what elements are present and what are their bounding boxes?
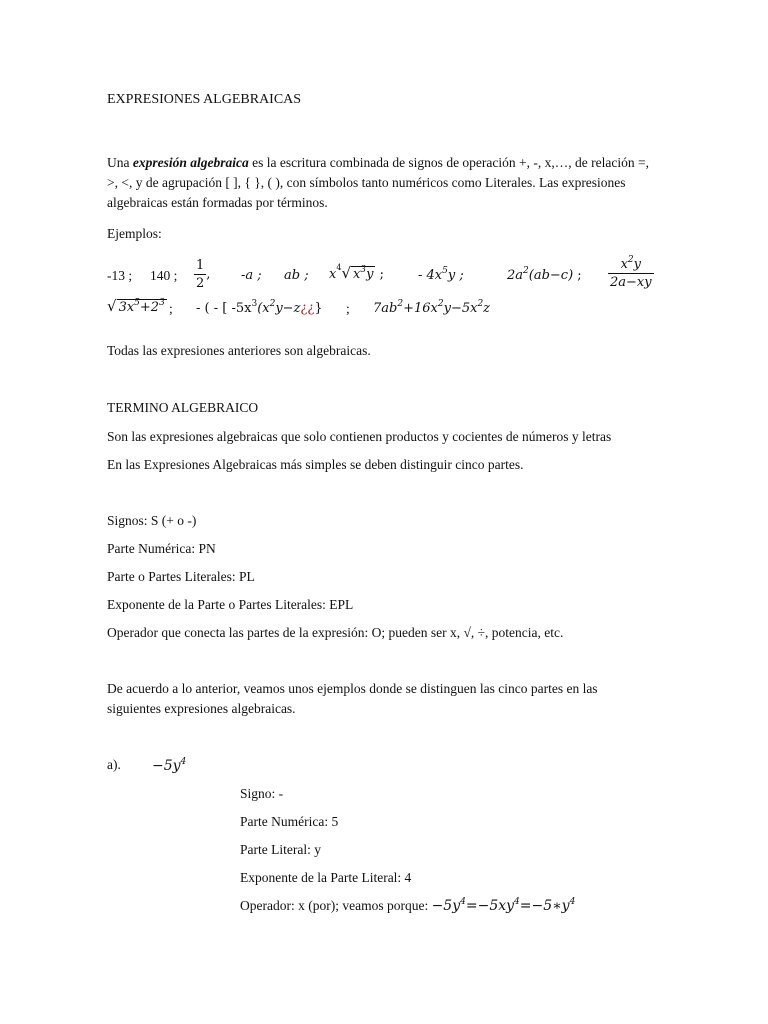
frac-num-x: x — [620, 257, 628, 272]
part-operador: Operador que conecta las partes de la expresión: O; pueden ser x, √, ÷, potencia, etc. — [107, 625, 564, 640]
example-140: 140 ; — [150, 268, 178, 283]
section-title-termino: TERMINO ALGEBRAICO — [107, 400, 259, 415]
op-part-3: =−5∗y — [519, 898, 570, 914]
poly-pre: 7ab — [373, 301, 398, 316]
root-coef: x — [329, 267, 337, 282]
half-separator: , — [206, 267, 211, 282]
op-part-3-exp: 4 — [569, 897, 576, 907]
sqrt-plus: +2 — [139, 300, 160, 315]
half-numerator: 1 — [196, 258, 205, 273]
nested-separator: ; — [346, 301, 350, 316]
example-half — [194, 258, 210, 291]
poly-exp1: 2 — [397, 299, 404, 309]
part-signos: Signos: S (+ o -) — [107, 513, 197, 528]
example-sqrt — [107, 299, 167, 315]
nested-red-glyphs: ¿¿ — [300, 301, 315, 316]
root-index: 4 — [336, 263, 342, 272]
2a2-paren: (ab−c) — [528, 268, 574, 283]
example-polynomial — [373, 301, 490, 316]
page-title: EXPRESIONES ALGEBRAICAS — [107, 92, 302, 107]
example-a-base: −5y — [152, 758, 181, 774]
intro-term: expresión algebraica — [132, 155, 249, 170]
operador-label: Operador: x (por); veamos porque: — [240, 898, 429, 913]
part-numerica: Parte Numérica: PN — [107, 541, 216, 556]
sqrt-a: 3x — [118, 300, 135, 315]
example-a-expr — [152, 758, 186, 774]
poly-end: z — [483, 301, 491, 316]
nested-close: } — [314, 301, 323, 316]
part-exponente: Exponente de la Parte o Partes Literales: EPL — [107, 597, 354, 612]
according-paragraph: De acuerdo a lo anterior, veamos unos ejemplos donde se distinguen las cinco partes en las siguientes expresiones algebraicas. — [107, 681, 598, 716]
op-part-1-exp: 4 — [460, 897, 466, 907]
nested-pre: - ( - [ -5x — [196, 301, 252, 316]
intro-rest: es la escritura combinada de signos de operación +, -, x,…, de relación =, >, <, y de agrupación [ ], { }, ( ), con símbolos tanto numéricos como Literales. Las expresiones algebraicas están formadas por términos. — [107, 155, 649, 210]
intro-prefix: Una — [107, 155, 133, 170]
m4x5y-post: y ; — [447, 268, 464, 283]
example-a-literal: Parte Literal: y — [240, 842, 321, 857]
example-a-signo: Signo: - — [240, 786, 284, 801]
sqrt-b-exp: 3 — [159, 298, 165, 308]
operador-equation — [432, 898, 576, 914]
nested-paren: (x — [257, 301, 270, 316]
example-2a2 — [507, 268, 582, 283]
frac-num-exp: 2 — [627, 255, 634, 265]
m4x5y-exp: 5 — [442, 266, 448, 276]
root-body-x: x — [353, 267, 361, 282]
example-ab: ab ; — [284, 268, 309, 283]
example-neg-a: -a ; — [241, 268, 262, 283]
root-body-y: y — [366, 267, 374, 282]
sqrt-icon: √ — [107, 297, 117, 315]
poly-exp2: 2 — [437, 299, 444, 309]
poly-exp3: 2 — [477, 299, 484, 309]
example-root — [329, 263, 384, 282]
2a2-base: 2a — [507, 268, 524, 283]
part-literales: Parte o Partes Literales: PL — [107, 569, 255, 584]
op-part-2: =−5xy — [465, 898, 515, 914]
frac-denominator: 2a−xy — [610, 275, 652, 290]
half-denominator: 2 — [196, 276, 205, 291]
op-part-1: −5y — [431, 898, 461, 914]
example-fraction — [608, 257, 654, 290]
frac-num-y: y — [633, 257, 642, 272]
poly-mid1: +16x — [403, 301, 438, 316]
example-a-label: a). — [107, 757, 121, 772]
2a2-separator: ; — [577, 268, 582, 283]
all-algebraic-text: Todas las expresiones anteriores son algebraicas. — [107, 343, 371, 358]
termino-definition: Son las expresiones algebraicas que solo contienen productos y cocientes de números y letras — [107, 429, 612, 444]
root-body-exp: 3 — [360, 265, 367, 275]
example-a-numerica: Parte Numérica: 5 — [240, 814, 339, 829]
examples-label: Ejemplos: — [107, 226, 162, 241]
nested-mid: y−z — [275, 301, 301, 316]
poly-mid2: y−5x — [443, 301, 478, 316]
radical-icon: √ — [341, 264, 351, 282]
example-neg13: -13 ; — [107, 268, 133, 283]
nested-exp1: 3 — [251, 299, 258, 309]
example-a-exponente: Exponente de la Parte Literal: 4 — [240, 870, 412, 885]
example-a-exp: 4 — [180, 757, 187, 767]
termino-parts-intro: En las Expresiones Algebraicas más simples se deben distinguir cinco partes. — [107, 457, 524, 472]
sqrt-a-exp: 5 — [134, 298, 140, 308]
example-nested — [196, 301, 323, 316]
example-m4x5y — [418, 268, 464, 283]
intro-paragraph — [107, 153, 662, 213]
root-separator: ; — [379, 267, 384, 282]
op-part-2-exp: 4 — [514, 897, 520, 907]
sqrt-separator: ; — [169, 301, 173, 316]
m4x5y-pre: - 4x — [418, 268, 443, 283]
example-a-operador — [240, 898, 575, 914]
2a2-exp: 2 — [523, 266, 529, 276]
nested-exp2: 2 — [269, 299, 276, 309]
